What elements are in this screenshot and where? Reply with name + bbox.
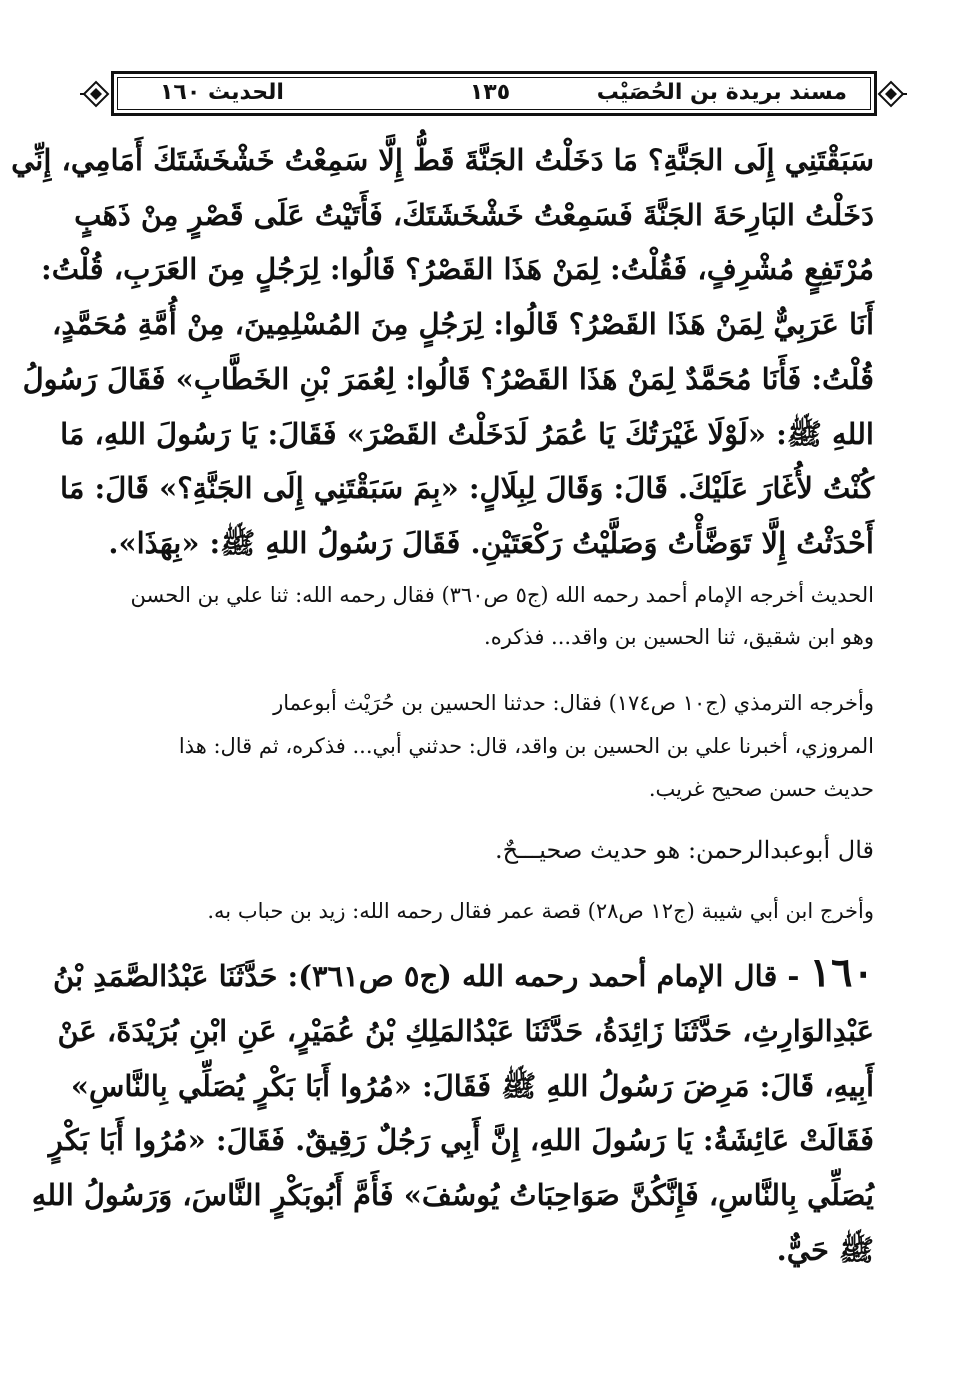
- text-line: عَبْدِالوَارِثِ، حَدَّثَنَا زَائِدَةُ، حَدَّثَنَا عَبْدُالمَلِكِ بْنُ عُمَيْرٍ، عَنِ ابْنِ بُرَيْدَةَ، عَنْ: [57, 1013, 874, 1048]
- note-line: المروزي، أخبرنا علي بن الحسين بن واقد، قال: حدثني أبي... فذكره، ثم قال: هذا: [178, 734, 874, 758]
- text-line: أَحْدَثْتُ إِلَّا تَوَضَّأْتُ وَصَلَّيْتُ رَكْعَتَيْنِ. فَقَالَ رَسُولُ اللهِ ﷺ: «بِهَذَا».: [108, 525, 874, 560]
- verdict-line: قال أبوعبدالرحمن: هو حديث صحيـــحٌ.: [495, 836, 874, 864]
- text-line: يُصَلِّي بِالنَّاسِ، فَإِنَّكُنَّ صَوَاحِبَاتُ يُوسُفَ» فَأَمَّ أَبُوبَكْرٍ النَّاسَ، وَرَسُولُ اللهِ: [31, 1178, 874, 1213]
- note-line: الحديث أخرجه الإمام أحمد رحمه الله (ج٥ ص٣٦٠) فقال رحمه الله: ثنا علي بن الحسن: [130, 583, 874, 607]
- text-line: مُرْتَفِعٍ مُشْرِفٍ، فَقُلْتُ: لِمَنْ هَذَا القَصْرُ؟ قَالُوا: لِرَجُلٍ مِنَ العَرَبِ، قُلْتُ:: [41, 252, 874, 287]
- text-line: ﷺ حَيٌّ.: [776, 1232, 874, 1267]
- note-line: حديث حسن صحيح غريب.: [648, 777, 874, 801]
- page-number: ١٣٥: [469, 80, 511, 105]
- running-head-hadith-number: الحديث ١٦٠: [160, 80, 284, 105]
- text-line: سَبَقْتَنِي إِلَى الجَنَّةِ؟ مَا دَخَلْتُ الجَنَّةَ قَطُّ إِلَّا سَمِعْتُ خَشْخَشَتَكَ أَمَامِي، إِنِّي: [11, 143, 874, 177]
- hadith-160-first-line: [52, 946, 874, 1004]
- text-line: أَنَا عَرَبِيٌّ لِمَنْ هَذَا القَصْرُ؟ قَالُوا: لِرَجُلٍ مِنَ المُسْلِمِينَ، مِنْ أُمَّةِ مُحَمَّدٍ،: [52, 307, 874, 342]
- note-line: وأخرجه الترمذي (ج١٠ ص١٧٤) فقال: حدثنا الحسين بن حُرَيْث أبوعمار: [273, 691, 874, 715]
- takhrij-tirmidhi-note: [112, 682, 874, 811]
- note-line: وهو ابن شقيق، ثنا الحسين بن واقد... فذكره.: [484, 625, 874, 649]
- running-head-book-title: مسند بريدة بن الحُصَيْب: [596, 80, 847, 105]
- text-line: دَخَلْتُ البَارِحَةَ الجَنَّةَ فَسَمِعْتُ خَشْخَشَتَكَ، فَأَتَيْتُ عَلَى قَصْرٍ مِنْ ذَهَبٍ: [74, 197, 874, 232]
- takhrij-ahmad-note: [112, 574, 874, 658]
- abu-abdirrahman-verdict: [112, 827, 874, 873]
- note-line: وأخرج ابن أبي شيبة (ج١٢ ص٢٨) قصة عمر فقال رحمه الله: زيد بن حباب به.: [207, 899, 874, 923]
- hadith-160: [31, 946, 874, 1278]
- hadith-number: ١٦٠: [809, 949, 874, 996]
- text-line: أَبِيهِ، قَالَ: مَرِضَ رَسُولُ اللهِ ﷺ فَقَالَ: «مُرُوا أَبَا بَكْرٍ يُصَلِّي بِالنَّاسِ»: [70, 1068, 874, 1103]
- ornament-right-icon: [877, 74, 907, 114]
- text-line: اللهِ ﷺ: «لَوْلَا غَيْرَتُكَ يَا عُمَرُ لَدَخَلْتُ القَصْرَ» فَقَالَ: يَا رَسُولَ اللهِ، مَا: [60, 416, 874, 451]
- ornament-left-icon: [80, 74, 110, 114]
- text-line: كُنْتُ لأُغَارَ عَلَيْكَ. قَالَ: وَقَالَ لِبِلَالٍ: «بِمَ سَبَقْتَنِي إِلَى الجَنَّةِ؟» قَالَ: مَا: [60, 471, 874, 506]
- text-line: قُلْتُ: فَأَنَا مُحَمَّدٌ لِمَنْ هَذَا القَصْرُ؟ قَالُوا: لِعُمَرَ بْنِ الخَطَّابِ» فَقَالَ رَسُولُ: [22, 361, 874, 396]
- text-line: فَقَالَتْ عَائِشَةُ: يَا رَسُولَ اللهِ، إِنَّ أَبِي رَجُلٌ رَقِيقٌ. فَقَالَ: «مُرُوا أَبَا بَكْرٍ: [48, 1123, 874, 1158]
- takhrij-ibn-abi-shaybah-note: [112, 891, 874, 931]
- hadith-text-continuation: [11, 133, 874, 571]
- hadith-160-isnad-start: - قال الإمام أحمد رحمه الله (ج٥ ص٣٦١): حَدَّثَنَا عَبْدُالصَّمَدِ بْنُ: [52, 959, 810, 993]
